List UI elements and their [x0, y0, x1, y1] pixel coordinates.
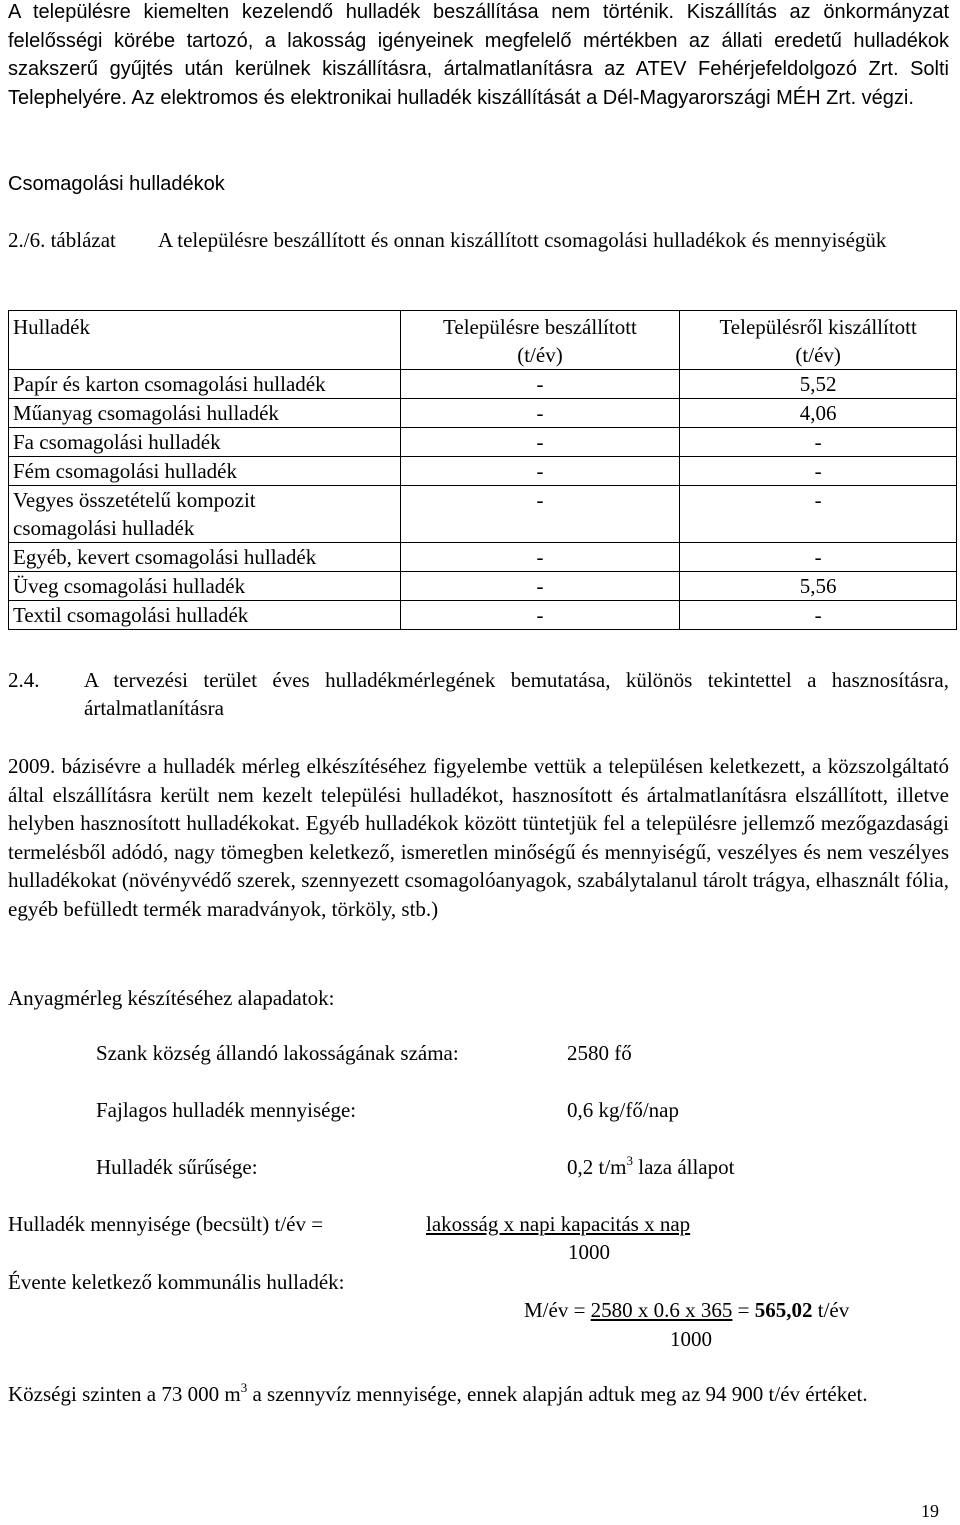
- section-title: A tervezési terület éves hulladékmérlegének bemutatása, különös tekintettel a hasznosításra, ártalmatlanításra: [84, 668, 949, 720]
- section-number: 2.4.: [8, 668, 40, 692]
- param-value: 0,2 $t/m^3$ laza állapot: [567, 1153, 735, 1179]
- row-name: Üveg csomagolási hulladék: [9, 572, 401, 601]
- param-density: [96, 1153, 735, 1181]
- row-out: -: [680, 457, 957, 486]
- packaging-waste-table: [8, 310, 957, 630]
- annual-formula-denominator: 1000: [670, 1327, 712, 1351]
- row-out: -: [680, 486, 957, 543]
- row-name: Vegyes összetételű kompozit csomagolási hulladék: [9, 486, 401, 543]
- param-label: Hulladék sűrűsége:: [96, 1155, 258, 1179]
- section-heading-2-4: [8, 666, 949, 722]
- table-header-row: [9, 311, 957, 370]
- table-row: [9, 601, 957, 630]
- page-number: 19: [921, 1501, 939, 1521]
- table-title: A településre beszállított és onnan kiszállított csomagolási hulladékok és mennyiségük: [158, 228, 887, 252]
- formula-denominator: 1000: [568, 1240, 610, 1264]
- table-row: [9, 457, 957, 486]
- formula-numerator: lakosság x napi kapacitás x nap: [426, 1212, 691, 1236]
- row-name: Egyéb, kevert csomagolási hulladék: [9, 543, 401, 572]
- param-value: 2580 fő: [567, 1041, 632, 1065]
- row-in: -: [400, 572, 680, 601]
- closing-paragraph: Községi szinten a 73 000 $m^3$ a szennyvíz mennyisége, ennek alapján adtuk meg az 94 900 t/év értéket.: [8, 1380, 868, 1406]
- header-delivered-out: Településről kiszállított (t/év): [680, 311, 957, 370]
- param-specific-amount: [96, 1096, 679, 1124]
- row-out: 5,56: [680, 572, 957, 601]
- basis-label: Anyagmérleg készítéséhez alapadatok:: [8, 986, 335, 1010]
- table-row: [9, 572, 957, 601]
- param-label: Szank község állandó lakosságának száma:: [96, 1041, 459, 1065]
- row-name: Textil csomagolási hulladék: [9, 601, 401, 630]
- row-name: Fa csomagolási hulladék: [9, 428, 401, 457]
- table-row: [9, 399, 957, 428]
- table-row: [9, 370, 957, 399]
- intro-paragraph: A településre kiemelten kezelendő hulladék beszállítása nem történik. Kiszállítás az önkormányzat felelősségi körébe tartozó, a lakosság igényeinek megfelelő mértékben az állati eredetű hulladékok szakszerű gyűjtés után kerülnek kiszállításra, ártalmatlanításra az ATEV Fehérjefeldolgozó Zrt. Solti Telephelyére. Az elektromos és elektronikai hulladék kiszállítását a Dél-Magyarországi MÉH Zrt. végzi.: [8, 1, 949, 109]
- table-number: 2./6. táblázat: [8, 228, 116, 252]
- table-caption: [8, 226, 949, 254]
- row-out: 5,52: [680, 370, 957, 399]
- table-row: [9, 428, 957, 457]
- body-paragraph: 2009. bázisévre a hulladék mérleg elkészítéséhez figyelembe vettük a településen keletkezett, a közszolgáltató által elszállításra került nem kezelt települési hulladékot, hasznosított és ártalmatlanításra elszállított, illetve helyben hasznosított hulladékokat. Egyéb hulladékok között tüntetjük fel a településre jellemző mezőgazdasági termelésből adódó, nagy tömegben keletkező, ismeretlen minőségű és mennyiségű, veszélyes és nem veszélyes hulladékokat (növényvédő szerek, szennyezett csomagolóanyagok, szabálytalanul tárolt trágya, elhasznált fólia, egyéb befülledt termék maradványok, törköly, stb.): [8, 754, 949, 921]
- row-in: -: [400, 601, 680, 630]
- row-out: -: [680, 543, 957, 572]
- row-out: -: [680, 428, 957, 457]
- row-out: 4,06: [680, 399, 957, 428]
- row-name: Műanyag csomagolási hulladék: [9, 399, 401, 428]
- row-in: -: [400, 457, 680, 486]
- table-row: [9, 486, 957, 543]
- annual-waste-label: Évente keletkező kommunális hulladék:: [8, 1270, 345, 1294]
- row-in: -: [400, 543, 680, 572]
- row-in: -: [400, 428, 680, 457]
- param-population: [96, 1039, 632, 1067]
- row-in: -: [400, 399, 680, 428]
- param-value: 0,6 kg/fő/nap: [567, 1098, 679, 1122]
- header-waste: Hulladék: [9, 311, 401, 370]
- row-name: Fém csomagolási hulladék: [9, 457, 401, 486]
- header-delivered-in: Településre beszállított (t/év): [400, 311, 680, 370]
- table-row: [9, 543, 957, 572]
- row-out: -: [680, 601, 957, 630]
- row-in: -: [400, 370, 680, 399]
- section-label: Csomagolási hulladékok: [8, 173, 225, 195]
- row-in: -: [400, 486, 680, 543]
- annual-formula: M/év = 2580 x 0.6 x 365 = 565,02 t/év: [524, 1298, 850, 1322]
- row-name: Papír és karton csomagolási hulladék: [9, 370, 401, 399]
- formula-label: Hulladék mennyisége (becsült) t/év =: [8, 1212, 324, 1236]
- param-label: Fajlagos hulladék mennyisége:: [96, 1098, 357, 1122]
